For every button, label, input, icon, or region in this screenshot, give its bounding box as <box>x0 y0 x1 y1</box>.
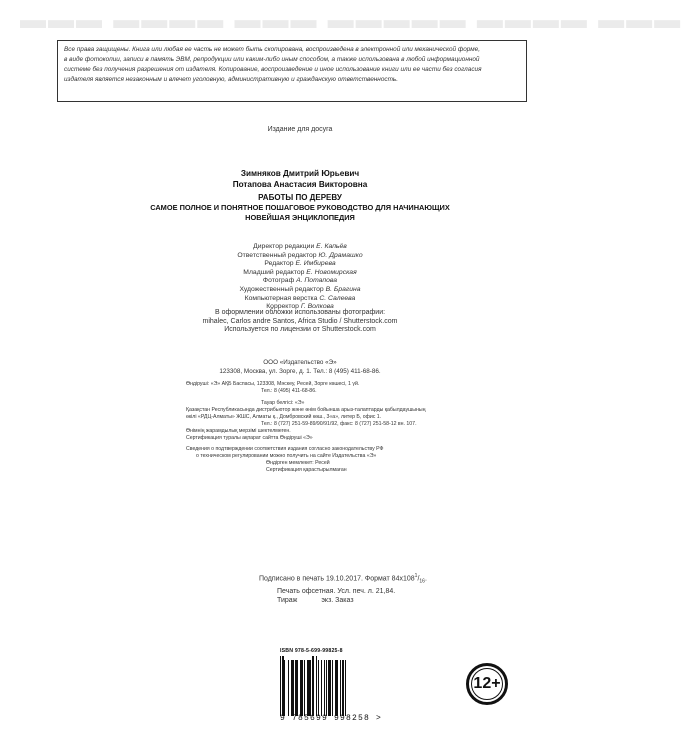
copyright-notice-box <box>57 40 527 102</box>
print-run-tail: экз. Заказ <box>321 596 354 604</box>
credit-name: В. Брагина <box>325 285 361 293</box>
format-fraction-num: 1 <box>414 573 418 579</box>
kz-line: Қазақстан Республикасында дистрибьютор және өнім бойынша арыз-талаптарды қабылдаушының <box>186 407 426 414</box>
author-name: Потапова Анастасия Викторовна <box>232 180 368 189</box>
rights-line: в виде фотокопии, записи в память ЭВМ, репродукции или каким-либо иным способом, а также использована в любой информационной <box>64 56 480 63</box>
kz-line: өкілі «РДЦ-Алматы» ЖШС, Алматы қ., Домбровский көш., 3«а», литер Б, офис 1. <box>186 414 382 421</box>
credit-name: С. Салеева <box>319 294 356 302</box>
print-sheets: Печать офсетная. Усл. печ. л. 21,84. <box>277 587 396 595</box>
print-run: Тираж <box>277 596 298 604</box>
photo-credit-line: В оформлении обложки использованы фотографии: <box>214 309 386 316</box>
print-info <box>259 572 427 605</box>
credit-line <box>0 277 600 286</box>
author-name: Зимняков Дмитрий Юрьевич <box>240 169 360 178</box>
credit-role: Фотограф <box>262 277 295 285</box>
rights-line: Все права защищены. Книга или любая ее часть не может быть скопирована, воспроизведена в электронной или механической форме, <box>64 46 481 53</box>
authors <box>0 168 600 190</box>
kz-line: Тел.: 8 (727) 251-59-89/90/91/92, факс: 8 (727) 251-58-12 вн. 107. <box>261 421 417 428</box>
credit-line <box>0 269 600 278</box>
credit-role: Художественный редактор <box>239 285 324 293</box>
print-run-line <box>259 596 427 605</box>
book-subtitle: САМОЕ ПОЛНОЕ И ПОНЯТНОЕ ПОШАГОВОЕ РУКОВОДСТВО ДЛЯ НАЧИНАЮЩИХ <box>150 203 450 212</box>
credit-line <box>0 286 600 295</box>
barcode-bar <box>346 656 348 716</box>
rights-line: системе без получения разрешения от издателя. Копирование, воспроизведение и иное использование книги или ее части без согласия <box>64 66 482 73</box>
credit-role: Редактор <box>264 260 294 268</box>
barcode <box>280 656 382 716</box>
cert-line: Өндірген мемлекет: Ресей <box>266 460 330 467</box>
credit-role: Компьютерная верстка <box>244 294 318 302</box>
editorial-credits <box>0 243 600 312</box>
credit-role: Директор редакции <box>253 243 315 250</box>
credit-name: Е. Имбирева <box>295 260 336 268</box>
kz-manufacturer-block <box>186 381 359 395</box>
show-through-artifact: ▬▬▬ ▬▬▬▬ ▬▬▬ ▬▬▬▬▬ ▬▬▬▬ ▬▬▬ <box>20 4 682 34</box>
credit-name: А. Потапова <box>296 277 338 285</box>
certification-block <box>186 446 383 474</box>
book-title: РАБОТЫ ПО ДЕРЕВУ <box>258 193 342 202</box>
credit-name: Ю. Драмашко <box>318 251 363 259</box>
credit-role: Младший редактор <box>243 268 305 276</box>
kz-line: Өнімнің жарамдылық мерзімі шектелмеген. <box>186 428 291 435</box>
book-series: НОВЕЙШАЯ ЭНЦИКЛОПЕДИЯ <box>245 213 355 222</box>
cert-line: о техническом регулировании можно получить на сайте Издательства «Э» <box>196 453 377 460</box>
kz-distributor-block <box>186 400 425 443</box>
credit-line <box>0 243 600 252</box>
barcode-digits: 9 785699 998258 > <box>280 714 383 723</box>
credit-name: Е. Новомирская <box>306 268 357 276</box>
rights-line: издателя является незаконным и влечет уголовную, административную и гражданскую ответственность. <box>64 76 399 83</box>
credit-name: Г. Волкова <box>300 303 334 311</box>
age-rating-badge: 12+ <box>466 663 508 705</box>
format-fraction-den: 16 <box>419 578 425 585</box>
photo-credits <box>0 309 600 335</box>
kz-line: Өндіруші: «Э» АҚБ Баспасы, 123308, Мәскеу, Ресей, Зорге көшесі, 1 үй. <box>186 381 360 387</box>
credit-role: Корректор <box>266 303 299 311</box>
credit-name: Е. Капьёв <box>316 243 347 250</box>
book-title-block <box>0 193 600 223</box>
photo-credit-line: Используется по лицензии от Shutterstock.com <box>224 326 376 334</box>
credit-role: Ответственный редактор <box>237 251 317 259</box>
credit-line <box>0 252 600 261</box>
kz-line: Тел.: 8 (495) 411-68-86. <box>261 388 317 395</box>
publisher-info <box>0 359 600 376</box>
print-signed-line: Подписано в печать 19.10.2017. Формат $84х108^1/_{16}$. <box>259 573 427 585</box>
print-sheets-line <box>259 587 427 596</box>
publisher-name: ООО «Издательство «Э» <box>263 359 337 366</box>
cert-line: Сертификация қарастырылмаған <box>266 467 347 474</box>
barcode-area <box>280 648 382 723</box>
credit-line <box>0 260 600 269</box>
kz-line: Сертификация туралы ақпарат сайтта Өндіруші «Э» <box>186 435 313 442</box>
isbn-label: ISBN 978-5-699-99825-8 <box>280 648 343 654</box>
cert-line: Сведения о подтверждении соответствия издания согласно законодательству РФ <box>186 446 384 452</box>
edition-note: Издание для досуга <box>267 126 333 133</box>
kz-line: Тауар белгісі: «Э» <box>261 400 305 406</box>
credit-line <box>0 295 600 304</box>
print-signed-text: Подписано в печать 19.10.2017. Формат 84х108 <box>259 575 415 583</box>
photo-credit-line: mihalec, Carlos andre Santos, Africa Studio / Shutterstock.com <box>202 317 398 325</box>
publisher-address: 123308, Москва, ул. Зорге, д. 1. Тел.: 8 (495) 411-68-86. <box>219 367 381 375</box>
